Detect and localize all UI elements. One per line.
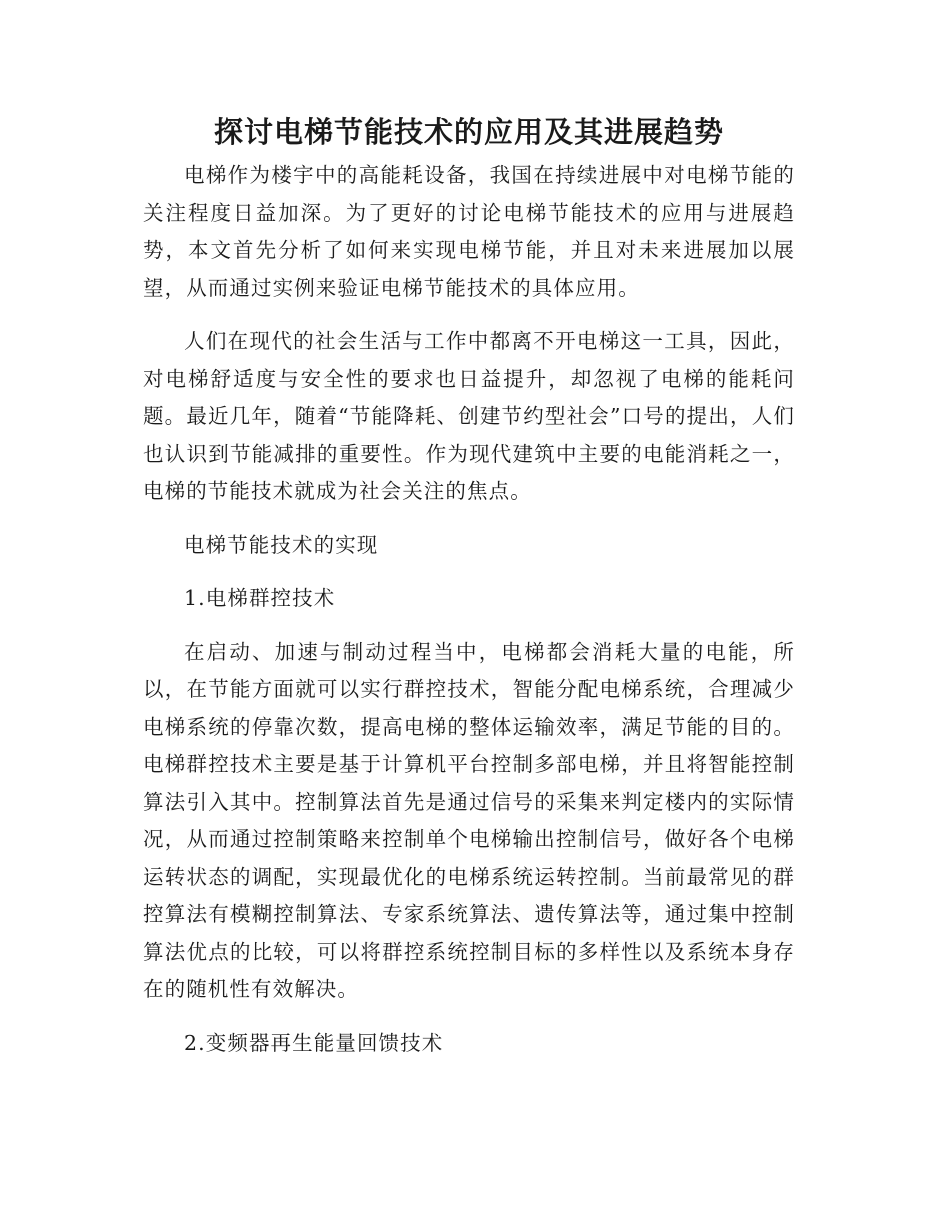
subsection-heading-2: 2.变频器再生能量回馈技术: [184, 1030, 444, 1055]
background-paragraph: 人们在现代的社会生活与工作中都离不开电梯这一工具，因此，对电梯舒适度与安全性的要求也日益提升，却忽视了电梯的能耗问题。最近几年，随着“节能降耗、创建节约型社会”口号的提出，人们也认识到节能减排的重要性。作为现代建筑中主要的电能消耗之一，电梯的节能技术就成为社会关注的焦点。: [143, 329, 795, 503]
section-heading: 电梯节能技术的实现: [184, 532, 379, 557]
intro-paragraph: 电梯作为楼宇中的高能耗设备，我国在持续进展中对电梯节能的关注程度日益加深。为了更好的讨论电梯节能技术的应用与进展趋势，本文首先分析了如何来实现电梯节能，并且对未来进展加以展望，从而通过实例来验证电梯节能技术的具体应用。: [143, 163, 795, 300]
subsection-heading-1: 1.电梯群控技术: [184, 586, 336, 610]
document-title: 探讨电梯节能技术的应用及其进展趋势: [213, 115, 724, 149]
document-page: [143, 100, 795, 1062]
group-control-paragraph: 在启动、加速与制动过程当中，电梯都会消耗大量的电能，所以，在节能方面就可以实行群控技术，智能分配电梯系统，合理减少电梯系统的停靠次数，提高电梯的整体运输效率，满足节能的目的。电梯群控技术主要是基于计算机平台控制多部电梯，并且将智能控制算法引入其中。控制算法首先是通过信号的采集来判定楼内的实际情况，从而通过控制策略来控制单个电梯输出控制信号，做好各个电梯运转状态的调配，实现最优化的电梯系统运转控制。当前最常见的群控算法有模糊控制算法、专家系统算法、遗传算法等，通过集中控制算法优点的比较，可以将群控系统控制目标的多样性以及系统本身存在的随机性有效解决。: [143, 639, 795, 1001]
